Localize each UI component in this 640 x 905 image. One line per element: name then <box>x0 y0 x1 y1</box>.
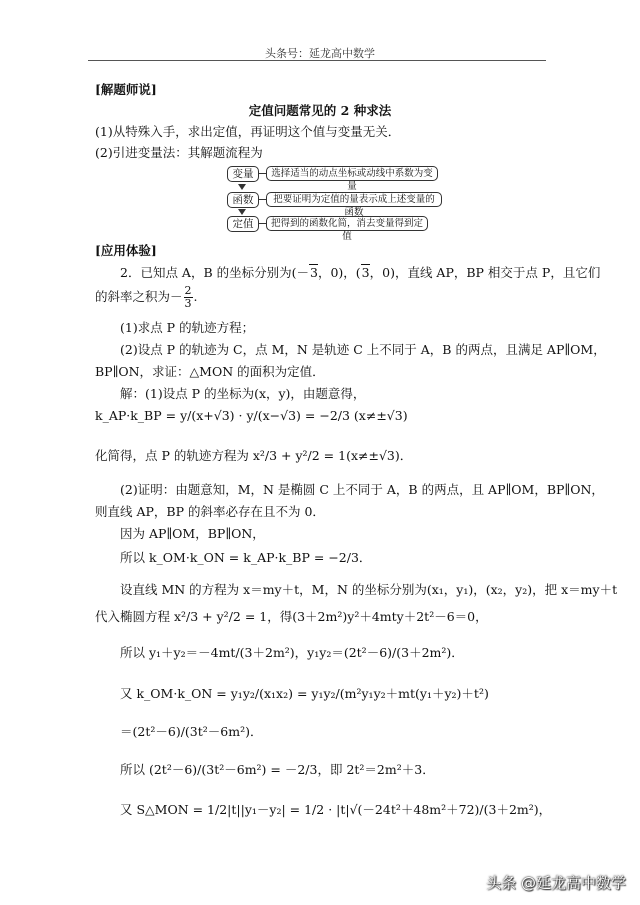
flow-box-variable: 变量 <box>227 166 259 182</box>
slope-product-equation: k_AP·k_BP = y/(x+√3) · y/(x−√3) = −2/3 (x≠±√3) <box>95 408 408 423</box>
proof-line-1: (2)证明：由题意知，M，N 是椭圆 C 上不同于 A，B 的两点，且 AP∥OM，BP∥ON， <box>120 482 604 497</box>
problem-line-2: 的斜率之积为－ $\frac{2}{3}$ . <box>95 284 198 310</box>
problem-part-2b: BP∥ON，求证：△MON 的面积为定值． <box>95 364 325 379</box>
page-header: 头条号：延龙高中数学 <box>265 47 375 60</box>
down-arrow-icon <box>238 209 246 215</box>
section-heading-apply: [应用体验] <box>95 243 157 258</box>
problem-part-2a: (2)设点 P 的轨迹为 C，点 M，N 是轨迹 C 上不同于 A，B 的两点，且满足 AP∥OM， <box>120 342 606 357</box>
flow-desc-function: 把要证明为定值的量表示成上述变量的函数 <box>266 192 442 207</box>
flow-desc-variable: 选择适当的动点坐标或动线中系数为变量 <box>266 166 438 181</box>
proof-line-7: 所以 y₁＋y₂＝－4mt/(3＋2m²)，y₁y₂＝(2t²－6)/(3＋2m²)． <box>120 645 464 660</box>
proof-line-4: 所以 k_OM·k_ON = k_AP·k_BP = −2/3． <box>120 550 372 565</box>
solution-intro: 解：(1)设点 P 的坐标为(x，y)，由题意得， <box>120 386 366 401</box>
method-2: (2)引进变量法：其解题流程为 <box>95 145 263 160</box>
down-arrow-icon <box>238 184 246 190</box>
method-title: 定值问题常见的 2 种求法 <box>248 103 392 118</box>
problem-line-1: 2．已知点 A，B 的坐标分别为(－3，0)，(3，0)，直线 AP，BP 相交于点 P，且它们 <box>120 265 601 280</box>
proof-line-2: 则直线 AP，BP 的斜率必存在且不为 0． <box>95 504 325 519</box>
watermark: 头条 @延龙高中数学 <box>486 874 626 892</box>
proof-line-11: 又 S△MON = 1/2|t||y₁－y₂| = 1/2 · |t|√(－24t²＋48m²＋72)/(3＋2m²)， <box>120 802 552 817</box>
proof-line-5: 设直线 MN 的方程为 x＝my＋t，M，N 的坐标分别为(x₁，y₁)，(x₂，y₂)，把 x＝my＋t <box>120 582 618 597</box>
flow-box-function: 函数 <box>227 192 259 208</box>
proof-line-8: 又 k_OM·k_ON = y₁y₂/(x₁x₂) = y₁y₂/(m²y₁y₂＋mt(y₁＋y₂)＋t²) <box>120 686 489 701</box>
ellipse-equation-line: 化简得，点 P 的轨迹方程为 x²/3 + y²/2 = 1(x≠±√3)． <box>95 448 413 463</box>
proof-line-9: ＝(2t²－6)/(3t²－6m²)． <box>120 724 263 739</box>
flow-desc-constant: 把得到的函数化简，消去变量得到定值 <box>266 216 428 231</box>
method-1: (1)从特殊入手，求出定值，再证明这个值与变量无关． <box>95 124 401 139</box>
proof-line-3: 因为 AP∥OM，BP∥ON， <box>120 526 265 541</box>
proof-line-6: 代入椭圆方程 x²/3 + y²/2 = 1，得(3＋2m²)y²＋4mty＋2t²－6＝0， <box>95 609 488 624</box>
proof-line-10: 所以 (2t²－6)/(3t²－6m²) = －2/3，即 2t²＝2m²＋3． <box>120 762 435 777</box>
flow-box-constant: 定值 <box>227 216 259 232</box>
problem-part-1: (1)求点 P 的轨迹方程； <box>120 320 255 335</box>
section-heading-explain: [解题师说] <box>95 82 157 97</box>
header-rule <box>88 60 546 61</box>
